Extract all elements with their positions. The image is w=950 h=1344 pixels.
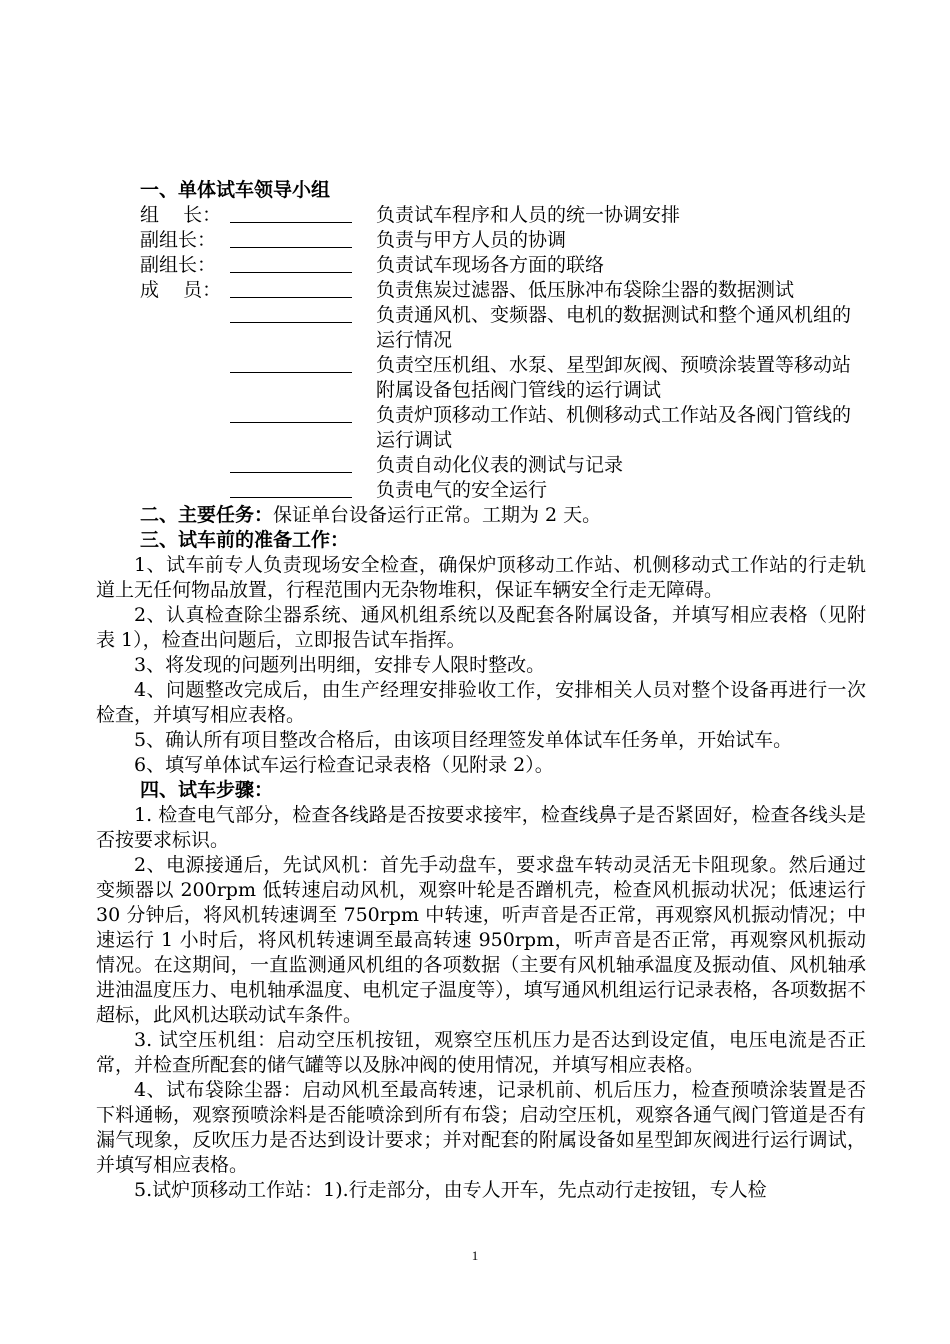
leader-row (96, 203, 866, 228)
name-blank-line (230, 253, 352, 273)
document-body (96, 178, 866, 1203)
leadership-table (96, 203, 866, 503)
section2 (96, 503, 866, 528)
leader-row (96, 278, 866, 303)
paragraph: 6、填写单体试车运行检查记录表格（见附录 2）。 (134, 754, 554, 776)
duty-text: 负责与甲方人员的协调 (376, 229, 567, 251)
paragraph: 1. 检查电气部分，检查各线路是否按要求接牢，检查线鼻子是否紧固好，检查各线头是否按要求标识。 (96, 804, 866, 851)
paragraph: 3、将发现的问题列出明细，安排专人限时整改。 (134, 654, 546, 676)
role-label (96, 353, 230, 403)
leader-row (96, 478, 866, 503)
name-blank-line (230, 453, 352, 473)
duty-text: 负责电气的安全运行 (376, 479, 548, 501)
duty-text: 负责试车现场各方面的联络 (376, 254, 605, 276)
section3-heading: 三、试车前的准备工作： (140, 529, 350, 551)
duty-text: 负责试车程序和人员的统一协调安排 (376, 204, 681, 226)
role-label: 组 长： (140, 204, 222, 226)
leader-row (96, 228, 866, 253)
leader-row (96, 453, 866, 478)
paragraph: 5.试炉顶移动工作站：1).行走部分，由专人开车，先点动行走按钮，专人检 (134, 1179, 767, 1201)
duty-text: 负责通风机、变频器、电机的数据测试和整个通风机组的运行情况 (376, 304, 852, 351)
section2-text: 保证单台设备运行正常。工期为 2 天。 (273, 504, 602, 526)
leader-row (96, 353, 866, 403)
duty-text: 负责炉顶移动工作站、机侧移动式工作站及各阀门管线的运行调试 (376, 404, 852, 451)
paragraph: 4、问题整改完成后，由生产经理安排验收工作，安排相关人员对整个设备再进行一次检查，并填写相应表格。 (96, 679, 866, 726)
name-blank-line (230, 203, 352, 223)
role-label: 副组长： (140, 229, 217, 251)
role-label: 成 员： (140, 279, 222, 301)
name-blank-line (230, 403, 352, 423)
leader-row (96, 303, 866, 353)
page-number: 1 (471, 1248, 479, 1263)
paragraph: 4、试布袋除尘器：启动风机至最高转速，记录机前、机后压力，检查预喷涂装置是否下料通畅，观察预喷涂料是否能喷涂到所有布袋；启动空压机，观察各通气阀门管道是否有漏气现象，反吹压力是否达到设计要求；并对配套的附属设备如星型卸灰阀进行运行调试，并填写相应表格。 (96, 1079, 866, 1176)
duty-text: 负责空压机组、水泵、星型卸灰阀、预喷涂装置等移动站附属设备包括阀门管线的运行调试 (376, 354, 852, 401)
role-label (96, 403, 230, 453)
section1-heading: 一、单体试车领导小组 (140, 179, 331, 201)
name-blank-line (230, 228, 352, 248)
name-blank-line (230, 353, 352, 373)
paragraph: 1、试车前专人负责现场安全检查，确保炉顶移动工作站、机侧移动式工作站的行走轨道上无任何物品放置，行程范围内无杂物堆积，保证车辆安全行走无障碍。 (96, 554, 866, 601)
leader-row (96, 403, 866, 453)
paragraph: 5、确认所有项目整改合格后，由该项目经理签发单体试车任务单，开始试车。 (134, 729, 793, 751)
paragraph: 2、认真检查除尘器系统、通风机组系统以及配套各附属设备，并填写相应表格（见附表 1），检查出问题后，立即报告试车指挥。 (96, 604, 866, 651)
role-label (96, 453, 230, 478)
role-label (96, 303, 230, 353)
name-blank-line (230, 303, 352, 323)
paragraph: 3. 试空压机组：启动空压机按钮，观察空压机压力是否达到设定值，电压电流是否正常，并检查所配套的储气罐等以及脉冲阀的使用情况，并填写相应表格。 (96, 1029, 866, 1076)
duty-text: 负责自动化仪表的测试与记录 (376, 454, 624, 476)
role-label (96, 478, 230, 503)
role-label: 副组长： (140, 254, 217, 276)
duty-text: 负责焦炭过滤器、低压脉冲布袋除尘器的数据测试 (376, 279, 795, 301)
name-blank-line (230, 478, 352, 498)
name-blank-line (230, 278, 352, 298)
section2-label: 二、主要任务： (140, 504, 274, 526)
leader-row (96, 253, 866, 278)
section4-paragraphs (96, 803, 866, 1203)
paragraph: 2、电源接通后，先试风机：首先手动盘车，要求盘车转动灵活无卡阻现象。然后通过变频器以 200rpm 低转速启动风机，观察叶轮是否蹭机壳，检查风机振动状况；低速运行 30 分钟后，将风机转速调至 750rpm 中转速，听声音是否正常，再观察风机振动情况；中速运行 1 小时后，将风机转速调至最高转速 950rpm，听声音是否正常，再观察风机振动情况。在这期间，一直监测通风机组的各项数据（主要有风机轴承温度及振动值、风机轴承进油温度压力、电机轴承温度、电机定子温度等），填写通风机组运行记录表格，各项数据不超标，此风机达联动试车条件。 (96, 854, 866, 1026)
section3-paragraphs (96, 553, 866, 778)
section4-heading: 四、试车步骤： (140, 779, 274, 801)
